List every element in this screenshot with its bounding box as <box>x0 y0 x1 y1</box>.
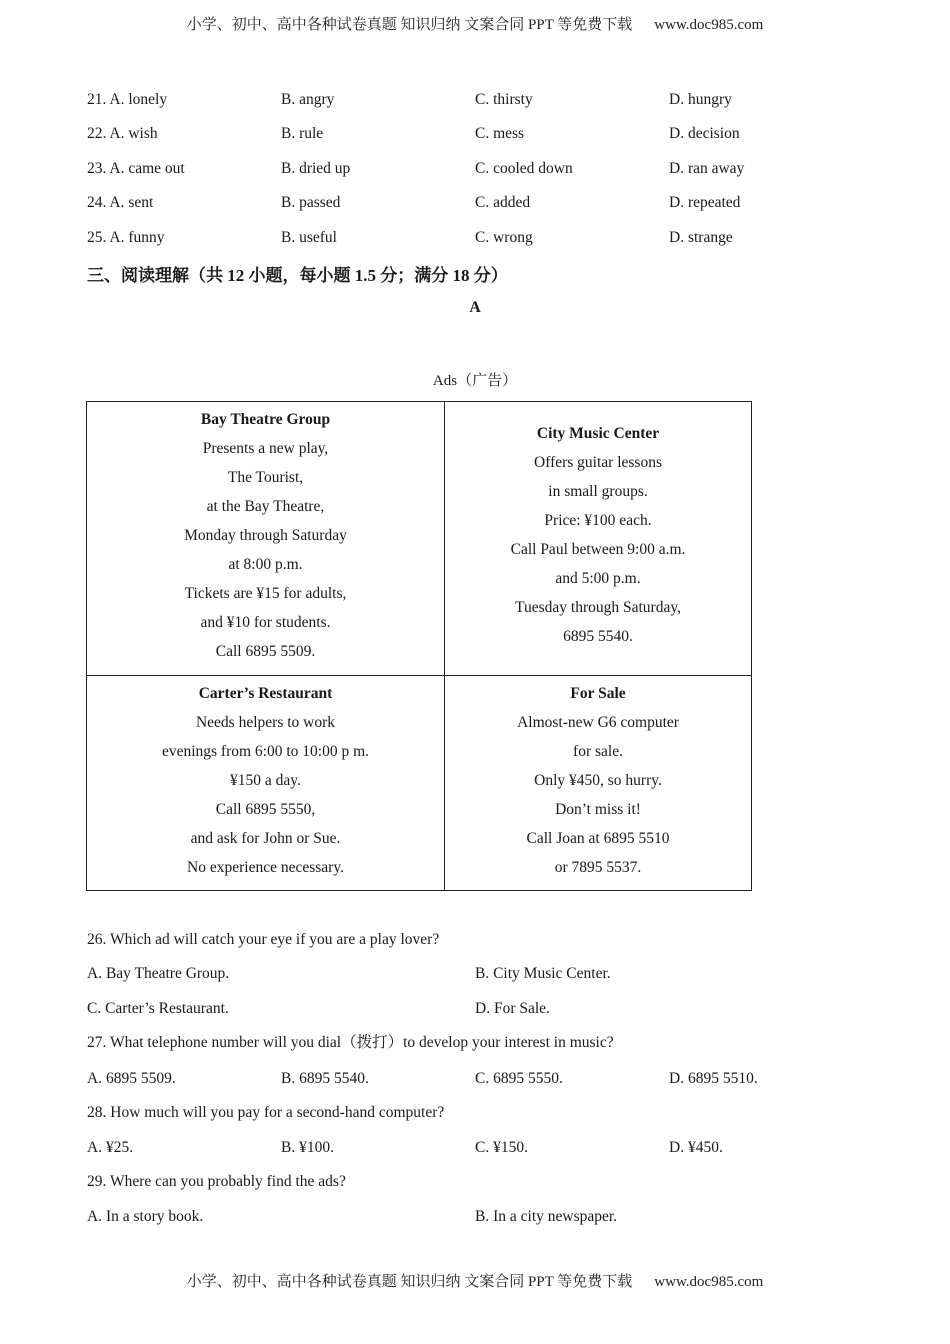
cloze-25-num: 25. <box>87 229 107 246</box>
cloze-23-c: C. cooled down <box>475 160 573 177</box>
cloze-24-b: B. passed <box>281 194 341 211</box>
ad-title: Carter’s Restaurant <box>198 685 333 702</box>
section-title: 三、阅读理解（共 12 小题，每小题 1.5 分；满分 18 分） <box>87 266 508 285</box>
ad-title: City Music Center <box>536 425 660 442</box>
q28-option-c: C. ¥150. <box>475 1139 528 1156</box>
q29-option-b: B. In a city newspaper. <box>475 1208 618 1225</box>
ad-line: at the Bay Theatre, <box>206 498 325 515</box>
cloze-25-c: C. wrong <box>475 229 533 246</box>
q27-option-c: C. 6895 5550. <box>475 1070 563 1087</box>
cloze-24-c: C. added <box>475 194 531 211</box>
ad-line: Monday through Saturday <box>184 527 347 544</box>
footer-site-link[interactable]: www.doc985.com <box>654 1274 764 1290</box>
cloze-25-b: B. useful <box>281 229 337 246</box>
cloze-24-d: D. repeated <box>669 194 741 211</box>
ad-title: For Sale <box>570 685 626 702</box>
ad-line: Call Paul between 9:00 a.m. <box>510 541 686 558</box>
ad-line: Call 6895 5509. <box>215 643 316 660</box>
question-28: 28. How much will you pay for a second-hand computer? <box>87 1104 445 1121</box>
q26-option-b: B. City Music Center. <box>475 965 611 982</box>
ad-line: Price: ¥100 each. <box>544 512 652 529</box>
ad-line: and 5:00 p.m. <box>555 570 641 587</box>
q27-option-d: D. 6895 5510. <box>669 1070 758 1087</box>
ad-line: 6895 5540. <box>563 628 633 645</box>
ad-city-music-center <box>445 402 752 676</box>
ad-line: Almost-new G6 computer <box>517 714 679 731</box>
ad-line: Needs helpers to work <box>195 714 336 731</box>
ad-line: Offers guitar lessons <box>534 454 662 471</box>
cloze-21-a-text: A. lonely <box>109 91 168 108</box>
cloze-22-a-text: A. wish <box>109 125 158 142</box>
question-26: 26. Which ad will catch your eye if you are a play lover? <box>87 931 440 948</box>
ad-line: for sale. <box>573 743 623 760</box>
question-29: 29. Where can you probably find the ads? <box>87 1173 346 1190</box>
cloze-21-c: C. thirsty <box>475 91 533 108</box>
passage-letter: A <box>469 299 481 316</box>
cloze-23-d: D. ran away <box>669 160 745 177</box>
ad-line: evenings from 6:00 to 10:00 p m. <box>161 743 370 760</box>
header-text: 小学、初中、高中各种试卷真题 知识归纳 文案合同 PPT 等免费下载 <box>186 17 633 33</box>
q26-option-c: C. Carter’s Restaurant. <box>87 1000 229 1017</box>
ad-line: Tuesday through Saturday, <box>515 599 681 616</box>
ad-line: Tickets are ¥15 for adults, <box>184 585 347 602</box>
q28-option-b: B. ¥100. <box>281 1139 334 1156</box>
cloze-24-num: 24. <box>87 194 107 211</box>
ad-line: at 8:00 p.m. <box>228 556 303 573</box>
ad-line: No experience necessary. <box>187 859 344 876</box>
page-header <box>0 13 950 34</box>
ad-line: Call Joan at 6895 5510 <box>526 830 670 847</box>
question-27: 27. What telephone number will you dial（拨打）to develop your interest in music? <box>87 1034 614 1051</box>
ad-line: or 7895 5537. <box>554 859 642 876</box>
cloze-23-a <box>87 159 185 179</box>
cloze-22-a <box>87 124 158 144</box>
q26-option-d: D. For Sale. <box>475 1000 550 1017</box>
ads-table <box>86 401 752 891</box>
ad-carters-restaurant <box>87 676 445 891</box>
q27-option-a: A. 6895 5509. <box>87 1070 176 1087</box>
cloze-23-a-text: A. came out <box>109 160 185 177</box>
cloze-25-a <box>87 228 165 248</box>
footer-text: 小学、初中、高中各种试卷真题 知识归纳 文案合同 PPT 等免费下载 <box>186 1274 633 1290</box>
cloze-24-a-text: A. sent <box>109 194 154 211</box>
cloze-25-d: D. strange <box>669 229 733 246</box>
ad-line: Don’t miss it! <box>555 801 641 818</box>
cloze-21-a <box>87 90 167 110</box>
q29-option-a: A. In a story book. <box>87 1208 204 1225</box>
ad-title: Bay Theatre Group <box>200 411 331 428</box>
ad-for-sale <box>445 676 752 891</box>
ad-line: ¥150 a day. <box>230 772 301 789</box>
q28-option-a: A. ¥25. <box>87 1139 134 1156</box>
cloze-21-b: B. angry <box>281 91 335 108</box>
ad-line: and ¥10 for students. <box>200 614 331 631</box>
page-footer <box>0 1270 950 1291</box>
cloze-23-num: 23. <box>87 160 107 177</box>
header-site-link[interactable]: www.doc985.com <box>654 17 764 33</box>
q27-option-b: B. 6895 5540. <box>281 1070 369 1087</box>
ad-line: Only ¥450, so hurry. <box>534 772 662 789</box>
cloze-24-a <box>87 193 153 213</box>
cloze-22-c: C. mess <box>475 125 525 142</box>
ad-line: Presents a new play, <box>202 440 329 457</box>
cloze-21-num: 21. <box>87 91 107 108</box>
q26-option-a: A. Bay Theatre Group. <box>87 965 230 982</box>
cloze-23-b: B. dried up <box>281 160 351 177</box>
cloze-22-num: 22. <box>87 125 107 142</box>
ad-line: The Tourist, <box>227 469 304 486</box>
ad-line: in small groups. <box>548 483 648 500</box>
cloze-22-b: B. rule <box>281 125 324 142</box>
cloze-21-d: D. hungry <box>669 91 732 108</box>
ad-line: and ask for John or Sue. <box>190 830 341 847</box>
cloze-25-a-text: A. funny <box>109 229 165 246</box>
ad-line: Call 6895 5550, <box>215 801 316 818</box>
cloze-22-d: D. decision <box>669 125 740 142</box>
ad-bay-theatre <box>87 402 445 676</box>
q28-option-d: D. ¥450. <box>669 1139 723 1156</box>
ads-caption: Ads（广告） <box>432 373 518 389</box>
